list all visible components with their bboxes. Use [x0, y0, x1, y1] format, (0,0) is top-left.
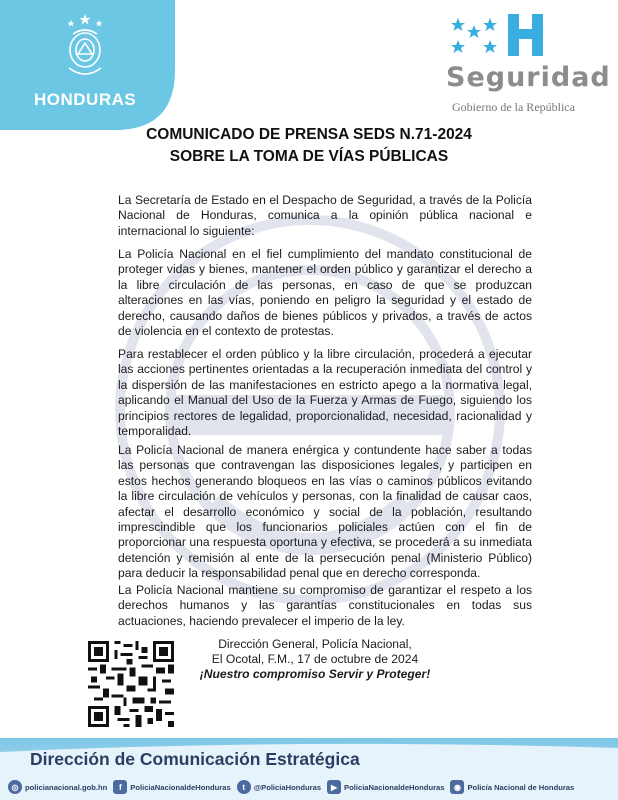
signature-line-1: Dirección General, Policía Nacional,	[218, 637, 412, 651]
document-title-line-2: SOBRE LA TOMA DE VÍAS PÚBLICAS	[169, 148, 449, 165]
social-label: @PoliciaHonduras	[253, 782, 322, 792]
social-link-youtube[interactable]	[327, 780, 444, 794]
footer-title: Dirección de Comunicación Estratégica	[30, 749, 360, 769]
brand-name: Seguridad	[446, 62, 611, 93]
paragraph-mandate: La Policía Nacional en el fiel cumplimiento del mandato constitucional de proteger vidas y bienes, mantener el orden público y garantizar el derecho a la libre circulación de las personas, en caso de que se produzcan alteraciones en las vías, poniendo en peligro la seguridad y el estado de derecho, causando daños de bienes públicos y privados, a través de actos de violencia en el contexto de protestas.	[118, 247, 532, 339]
twitter-icon: t	[237, 780, 251, 794]
social-link-website[interactable]	[8, 780, 107, 794]
paragraph-warning: La Policía Nacional de manera enérgica y contundente hace saber a todas las personas que contravengan las disposiciones legales, y participen en estos hechos generando bloqueos en las vías o caminos públicos evitando la libre circulación de vehículos y personas, con la finalidad de causar caos, afectar el desarrollo económico y social de la población, resultando imprescindible que los funcionarios policiales actúen con el fin de proporcionar una respuesta oportuna y efectiva, se procederá a su inmediata detención y remisión al ente de la persecución penal (Ministerio Público) para deducir la responsabilidad penal que en derecho corresponda.	[118, 443, 532, 581]
social-link-twitter[interactable]	[237, 780, 321, 794]
qr-code[interactable]	[88, 641, 174, 727]
honduras-seal-icon	[61, 10, 109, 82]
social-links	[8, 776, 614, 798]
social-link-facebook[interactable]	[113, 780, 230, 794]
facebook-icon: f	[113, 780, 127, 794]
social-label: policianacional.gob.hn	[25, 782, 108, 792]
youtube-icon: ▶	[327, 780, 341, 794]
country-label: HONDURAS	[34, 90, 137, 109]
signature-motto: ¡Nuestro compromiso Servir y Proteger!	[199, 667, 431, 681]
instagram-icon: ◉	[450, 780, 464, 794]
signature-line-2: El Ocotal, F.M., 17 de octubre de 2024	[211, 652, 419, 666]
paragraph-commitment: La Policía Nacional mantiene su compromiso de garantizar el respeto a los derechos humanos y las garantías constitucionales en todas sus actuaciones, haciendo prevalecer el imperio de la ley.	[118, 583, 532, 628]
brand-subtitle: Gobierno de la República	[452, 100, 575, 114]
social-label: Policía Nacional de Honduras	[467, 782, 575, 792]
document-title-line-1: COMUNICADO DE PRENSA SEDS N.71-2024	[146, 126, 472, 143]
social-label: PoliciaNacionaldeHonduras	[130, 782, 231, 792]
globe-icon: ◎	[8, 780, 22, 794]
social-label: PoliciaNacionaldeHonduras	[344, 782, 445, 792]
paragraph-intro: La Secretaría de Estado en el Despacho de Seguridad, a través de la Policía Nacional de Honduras, comunica a la opinión pública nacional e internacional lo siguiente:	[118, 193, 532, 238]
paragraph-restore-order: Para restablecer el orden público y la libre circulación, procederá a ejecutar las acciones pertinentes orientadas a la recuperación inmediata del control y la dispersión de las manifestaciones en estricto apego a la normativa legal, aplicando el Manual del Uso de la Fuerza y Armas de Fuego, siguiendo los principios rectores de legalidad, proporcionalidad, necesidad, racionalidad y temporalidad.	[118, 347, 532, 439]
social-link-instagram[interactable]	[450, 780, 574, 794]
